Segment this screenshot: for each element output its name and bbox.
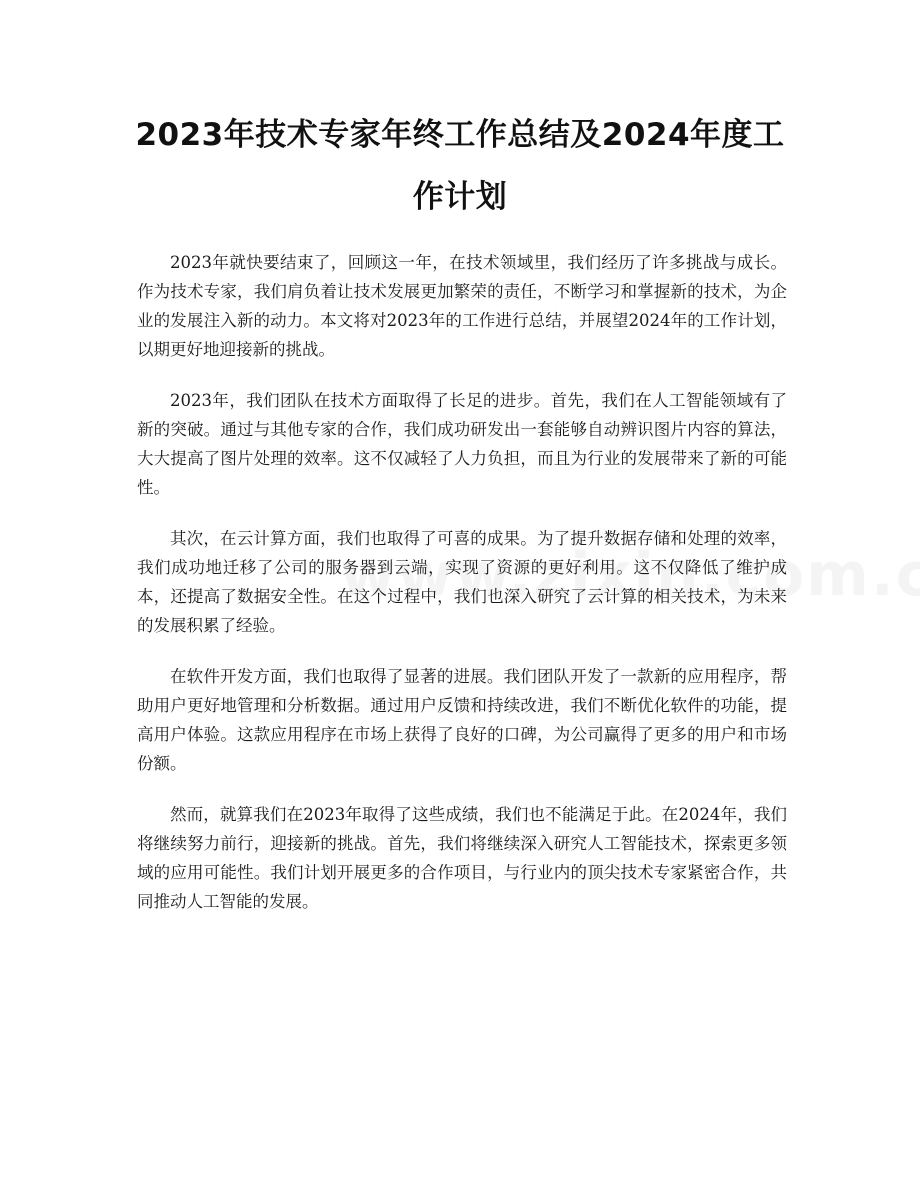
document-title: 2023年技术专家年终工作总结及2024年度工作计划: [135, 117, 785, 215]
paragraph-4: 在软件开发方面，我们也取得了显著的进展。我们团队开发了一款新的应用程序，帮助用户更好地管理和分析数据。通过用户反馈和持续改进，我们不断优化软件的功能，提高用户体验。这款应用程序在市场上获得了良好的口碑，为公司赢得了更多的用户和市场份额。: [137, 667, 787, 773]
paragraph-2: 2023年，我们团队在技术方面取得了长足的进步。首先，我们在人工智能领域有了新的突破。通过与其他专家的合作，我们成功研发出一套能够自动辨识图片内容的算法，大大提高了图片处理的效率。这不仅减轻了人力负担，而且为行业的发展带来了新的可能性。: [137, 391, 787, 497]
paragraph-3: 其次，在云计算方面，我们也取得了可喜的成果。为了提升数据存储和处理的效率，我们成功地迁移了公司的服务器到云端，实现了资源的更好利用。这不仅降低了维护成本，还提高了数据安全性。在这个过程中，我们也深入研究了云计算的相关技术，为未来的发展积累了经验。: [137, 529, 787, 635]
document-body: [137, 248, 787, 938]
paragraph-5: 然而，就算我们在2023年取得了这些成绩，我们也不能满足于此。在2024年，我们将继续努力前行，迎接新的挑战。首先，我们将继续深入研究人工智能技术，探索更多领域的应用可能性。我们计划开展更多的合作项目，与行业内的顶尖技术专家紧密合作，共同推动人工智能的发展。: [137, 805, 787, 911]
paragraph-1: 2023年就快要结束了，回顾这一年，在技术领域里，我们经历了许多挑战与成长。作为技术专家，我们肩负着让技术发展更加繁荣的责任，不断学习和掌握新的技术，为企业的发展注入新的动力。本文将对2023年的工作进行总结，并展望2024年的工作计划，以期更好地迎接新的挑战。: [137, 253, 787, 359]
